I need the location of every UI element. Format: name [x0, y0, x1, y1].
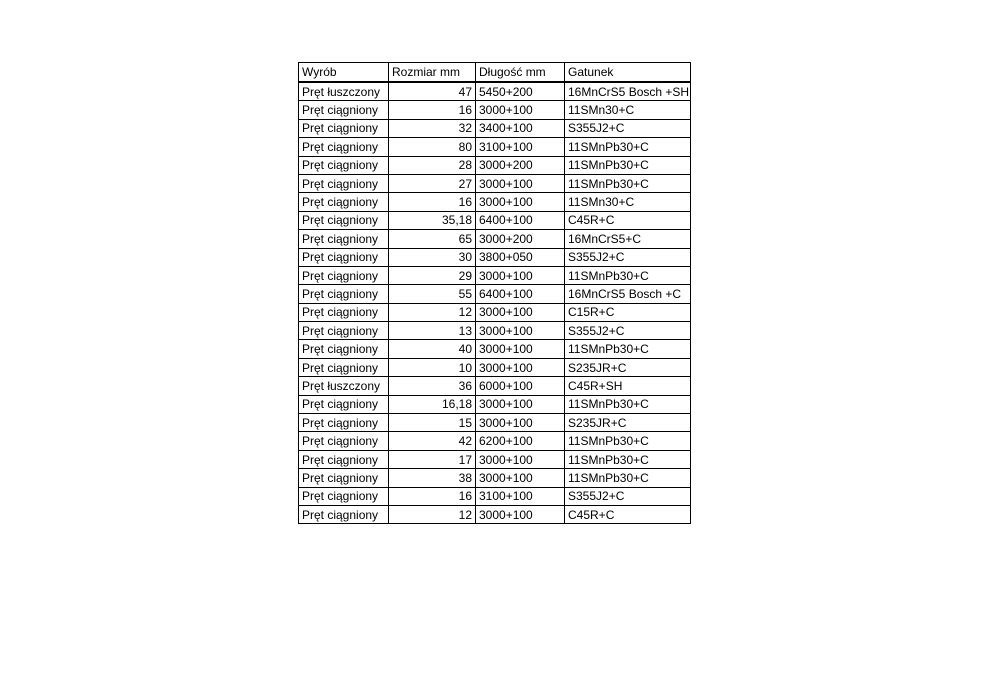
- cell-wyrob: Pręt ciągniony: [299, 450, 389, 468]
- cell-dlugosc: 6000+100: [476, 377, 565, 395]
- table-row: [299, 230, 691, 248]
- cell-gatunek: S235JR+C: [565, 414, 691, 432]
- cell-dlugosc: 3100+100: [476, 138, 565, 156]
- cell-dlugosc: 3000+100: [476, 193, 565, 211]
- cell-dlugosc: 3000+200: [476, 156, 565, 174]
- cell-gatunek: C45R+C: [565, 211, 691, 229]
- cell-wyrob: Pręt ciągniony: [299, 285, 389, 303]
- cell-rozmiar: 17: [389, 450, 476, 468]
- cell-dlugosc: 3100+100: [476, 487, 565, 505]
- table-row: [299, 193, 691, 211]
- cell-rozmiar: 10: [389, 358, 476, 376]
- cell-rozmiar: 38: [389, 469, 476, 487]
- cell-dlugosc: 3000+100: [476, 414, 565, 432]
- cell-rozmiar: 16,18: [389, 395, 476, 413]
- cell-rozmiar: 65: [389, 230, 476, 248]
- cell-rozmiar: 12: [389, 303, 476, 321]
- cell-gatunek: 11SMnPb30+C: [565, 340, 691, 358]
- cell-gatunek: 11SMnPb30+C: [565, 450, 691, 468]
- product-table: [298, 62, 691, 524]
- cell-gatunek: 11SMnPb30+C: [565, 174, 691, 192]
- table-row: [299, 450, 691, 468]
- cell-rozmiar: 16: [389, 101, 476, 119]
- table-row: [299, 505, 691, 523]
- cell-dlugosc: 3000+100: [476, 101, 565, 119]
- cell-dlugosc: 3000+100: [476, 174, 565, 192]
- cell-dlugosc: 3000+100: [476, 469, 565, 487]
- cell-rozmiar: 13: [389, 322, 476, 340]
- cell-rozmiar: 12: [389, 505, 476, 523]
- cell-gatunek: S355J2+C: [565, 119, 691, 137]
- cell-wyrob: Pręt ciągniony: [299, 193, 389, 211]
- cell-wyrob: Pręt ciągniony: [299, 248, 389, 266]
- cell-rozmiar: 27: [389, 174, 476, 192]
- cell-rozmiar: 36: [389, 377, 476, 395]
- cell-wyrob: Pręt ciągniony: [299, 101, 389, 119]
- cell-wyrob: Pręt ciągniony: [299, 174, 389, 192]
- cell-dlugosc: 6400+100: [476, 211, 565, 229]
- cell-dlugosc: 6200+100: [476, 432, 565, 450]
- table-row: [299, 266, 691, 284]
- table-row: [299, 138, 691, 156]
- cell-rozmiar: 47: [389, 82, 476, 101]
- table-row: [299, 377, 691, 395]
- cell-wyrob: Pręt ciągniony: [299, 358, 389, 376]
- table-row: [299, 395, 691, 413]
- cell-wyrob: Pręt ciągniony: [299, 395, 389, 413]
- cell-gatunek: S355J2+C: [565, 248, 691, 266]
- cell-wyrob: Pręt ciągniony: [299, 138, 389, 156]
- cell-dlugosc: 5450+200: [476, 82, 565, 101]
- table-row: [299, 119, 691, 137]
- cell-gatunek: 16MnCrS5 Bosch +SH: [565, 82, 691, 101]
- cell-dlugosc: 3000+100: [476, 505, 565, 523]
- table-row: [299, 156, 691, 174]
- table-row: [299, 285, 691, 303]
- table-row: [299, 248, 691, 266]
- cell-dlugosc: 3000+100: [476, 358, 565, 376]
- cell-rozmiar: 80: [389, 138, 476, 156]
- cell-gatunek: C45R+SH: [565, 377, 691, 395]
- cell-gatunek: 11SMnPb30+C: [565, 432, 691, 450]
- cell-wyrob: Pręt łuszczony: [299, 377, 389, 395]
- header-rozmiar: Rozmiar mm: [389, 63, 476, 83]
- table-row: [299, 414, 691, 432]
- cell-wyrob: Pręt ciągniony: [299, 119, 389, 137]
- header-wyrob: Wyrób: [299, 63, 389, 83]
- cell-gatunek: S235JR+C: [565, 358, 691, 376]
- cell-wyrob: Pręt ciągniony: [299, 230, 389, 248]
- table-row: [299, 358, 691, 376]
- table-row: [299, 82, 691, 101]
- cell-dlugosc: 3000+100: [476, 450, 565, 468]
- cell-rozmiar: 30: [389, 248, 476, 266]
- cell-dlugosc: 3000+200: [476, 230, 565, 248]
- header-gatunek: Gatunek: [565, 63, 691, 83]
- cell-gatunek: 11SMnPb30+C: [565, 156, 691, 174]
- cell-wyrob: Pręt ciągniony: [299, 505, 389, 523]
- cell-gatunek: S355J2+C: [565, 487, 691, 505]
- header-row: [299, 63, 691, 83]
- cell-wyrob: Pręt ciągniony: [299, 156, 389, 174]
- cell-wyrob: Pręt ciągniony: [299, 303, 389, 321]
- cell-rozmiar: 35,18: [389, 211, 476, 229]
- cell-wyrob: Pręt ciągniony: [299, 469, 389, 487]
- cell-rozmiar: 16: [389, 487, 476, 505]
- table-row: [299, 101, 691, 119]
- cell-wyrob: Pręt łuszczony: [299, 82, 389, 101]
- cell-dlugosc: 3000+100: [476, 322, 565, 340]
- cell-rozmiar: 15: [389, 414, 476, 432]
- cell-rozmiar: 16: [389, 193, 476, 211]
- cell-rozmiar: 40: [389, 340, 476, 358]
- cell-dlugosc: 3000+100: [476, 395, 565, 413]
- cell-gatunek: 11SMn30+C: [565, 193, 691, 211]
- table-row: [299, 322, 691, 340]
- cell-wyrob: Pręt ciągniony: [299, 340, 389, 358]
- cell-rozmiar: 42: [389, 432, 476, 450]
- cell-gatunek: 11SMnPb30+C: [565, 395, 691, 413]
- cell-dlugosc: 3000+100: [476, 303, 565, 321]
- cell-gatunek: S355J2+C: [565, 322, 691, 340]
- spreadsheet-area: [298, 62, 691, 524]
- cell-gatunek: C15R+C: [565, 303, 691, 321]
- cell-dlugosc: 3800+050: [476, 248, 565, 266]
- cell-wyrob: Pręt ciągniony: [299, 432, 389, 450]
- cell-rozmiar: 28: [389, 156, 476, 174]
- cell-wyrob: Pręt ciągniony: [299, 211, 389, 229]
- table-header: [299, 63, 691, 83]
- cell-wyrob: Pręt ciągniony: [299, 487, 389, 505]
- cell-rozmiar: 29: [389, 266, 476, 284]
- table-row: [299, 340, 691, 358]
- table-row: [299, 487, 691, 505]
- cell-dlugosc: 3000+100: [476, 266, 565, 284]
- cell-wyrob: Pręt ciągniony: [299, 414, 389, 432]
- cell-dlugosc: 3400+100: [476, 119, 565, 137]
- cell-gatunek: C45R+C: [565, 505, 691, 523]
- table-row: [299, 469, 691, 487]
- cell-wyrob: Pręt ciągniony: [299, 266, 389, 284]
- table-row: [299, 303, 691, 321]
- cell-dlugosc: 6400+100: [476, 285, 565, 303]
- cell-gatunek: 11SMn30+C: [565, 101, 691, 119]
- table-row: [299, 211, 691, 229]
- table-row: [299, 174, 691, 192]
- table-row: [299, 432, 691, 450]
- cell-rozmiar: 55: [389, 285, 476, 303]
- cell-gatunek: 11SMnPb30+C: [565, 138, 691, 156]
- header-dlugosc: Długość mm: [476, 63, 565, 83]
- cell-gatunek: 16MnCrS5+C: [565, 230, 691, 248]
- table-body: [299, 82, 691, 524]
- cell-gatunek: 11SMnPb30+C: [565, 469, 691, 487]
- cell-wyrob: Pręt ciągniony: [299, 322, 389, 340]
- cell-rozmiar: 32: [389, 119, 476, 137]
- cell-dlugosc: 3000+100: [476, 340, 565, 358]
- cell-gatunek: 11SMnPb30+C: [565, 266, 691, 284]
- cell-gatunek: 16MnCrS5 Bosch +C: [565, 285, 691, 303]
